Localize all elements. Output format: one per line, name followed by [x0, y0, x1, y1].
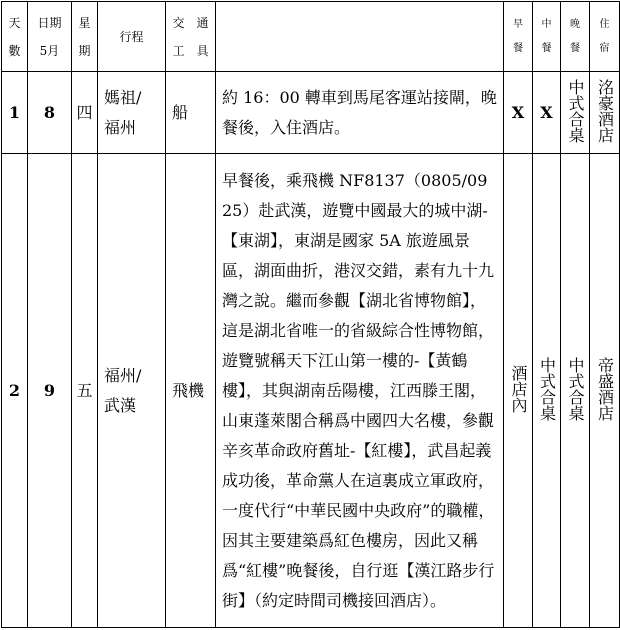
- cell-date: 8: [28, 72, 72, 154]
- cell-lunch: X: [533, 72, 561, 154]
- cell-transport: 飛機: [166, 154, 216, 628]
- header-weekday: 星 期: [72, 2, 98, 72]
- header-breakfast: 早 餐: [504, 2, 533, 72]
- cell-transport: 船: [166, 72, 216, 154]
- cell-route: 媽祖/ 福州: [98, 72, 166, 154]
- cell-lunch: 中式合桌: [533, 154, 561, 628]
- cell-date: 9: [28, 154, 72, 628]
- cell-day: 2: [2, 154, 28, 628]
- cell-dinner: 中式合桌: [561, 154, 590, 628]
- cell-weekday: 四: [72, 72, 98, 154]
- header-itinerary: [216, 2, 504, 72]
- cell-dinner: 中式合桌: [561, 72, 590, 154]
- header-transport: 交 通 工 具: [166, 2, 216, 72]
- header-day: 天 數: [2, 2, 28, 72]
- header-route: 行程: [98, 2, 166, 72]
- cell-day: 1: [2, 72, 28, 154]
- header-hotel: 住 宿: [590, 2, 620, 72]
- header-row: [2, 2, 620, 72]
- cell-breakfast: X: [504, 72, 533, 154]
- header-lunch: 中 餐: [533, 2, 561, 72]
- cell-itinerary: 早餐後，乘飛機 NF8137（0805/0925）赴武漢，遊覽中國最大的城中湖-【東湖】，東湖是國家 5A 旅遊風景區，湖面曲折，港汊交錯，素有九十九灣之說。繼而參觀【湖北省博物館】，這是湖北省唯一的省級綜合性博物館，遊覽號稱天下江山第一樓的-【黃鶴樓】，其與湖南岳陽樓，江西滕王閣，山東蓬萊閣合稱爲中國四大名樓，參觀辛亥革命政府舊址-【紅樓】，武昌起義成功後，革命黨人在這裏成立軍政府，一度代行“中華民國中央政府”的職權，因其主要建築爲紅色樓房，因此又稱爲“紅樓”晚餐後，自行逛【漢江路步行街】（約定時間司機接回酒店）。: [216, 154, 504, 628]
- table-row: [2, 72, 620, 154]
- cell-weekday: 五: [72, 154, 98, 628]
- cell-hotel: 洺豪酒店: [590, 72, 620, 154]
- cell-hotel: 帝盛酒店: [590, 154, 620, 628]
- header-dinner: 晚 餐: [561, 2, 590, 72]
- cell-itinerary: 約 16：00 轉車到馬尾客運站接閘，晚餐後，入住酒店。: [216, 72, 504, 154]
- header-date: 日期 5月: [28, 2, 72, 72]
- cell-breakfast: 酒店內: [504, 154, 533, 628]
- table-row: [2, 154, 620, 628]
- itinerary-table: [1, 1, 620, 628]
- cell-route: 福州/ 武漢: [98, 154, 166, 628]
